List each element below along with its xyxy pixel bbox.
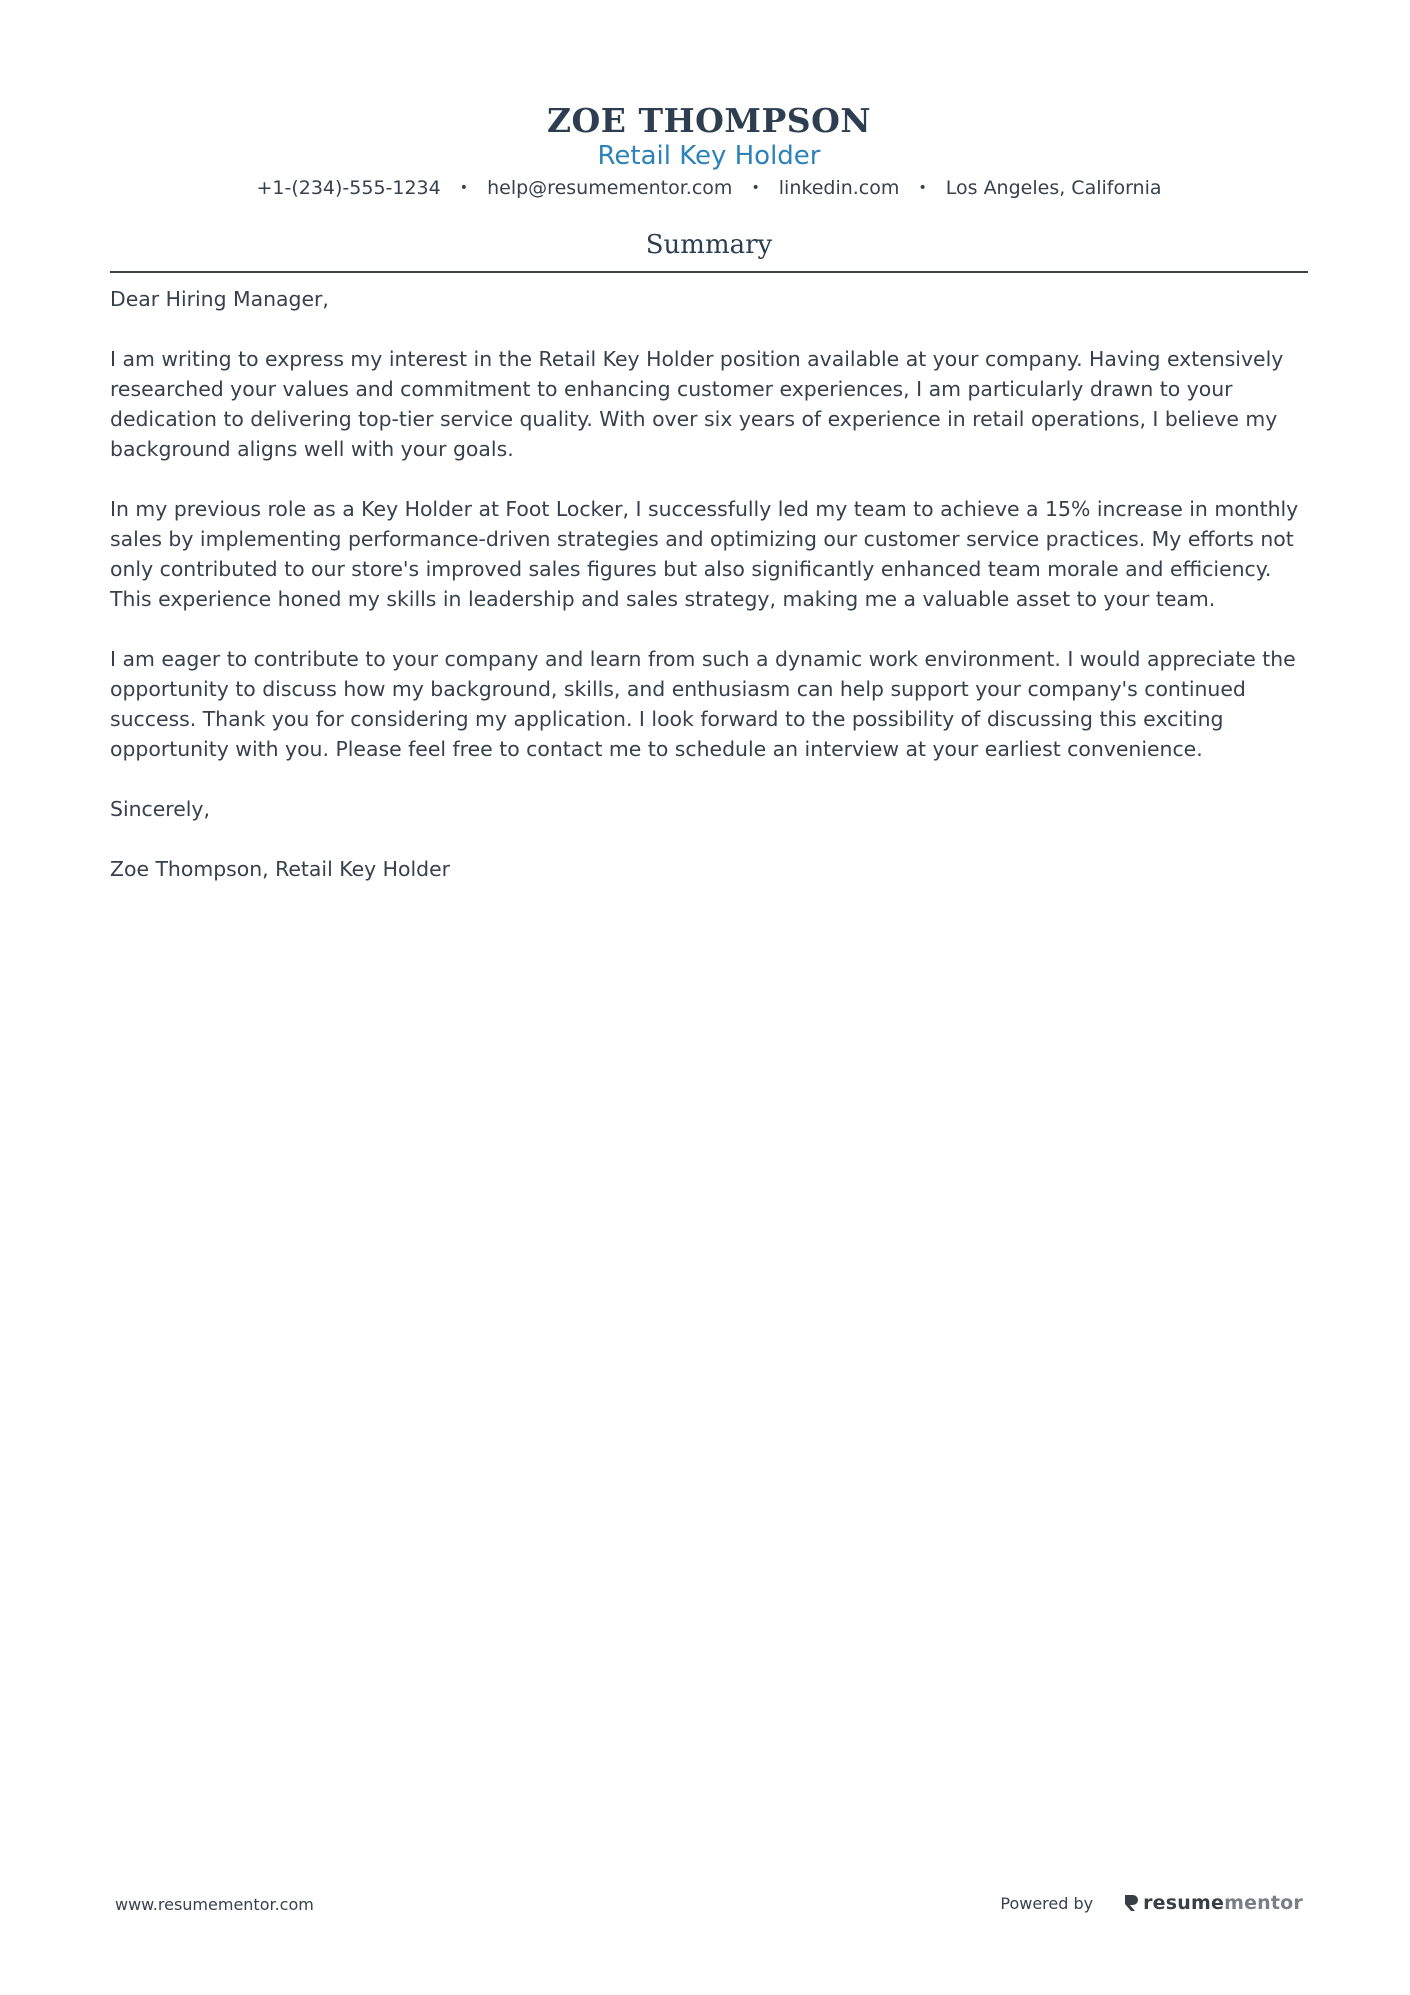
signature: Zoe Thompson, Retail Key Holder: [110, 857, 451, 881]
powered-by-label: Powered by: [1000, 1893, 1094, 1913]
paragraph: I am eager to contribute to your company and learn from such a dynamic work environment. I would appreciate the opportunity to discuss how my background, skills, and enthusiasm can help support your company's continued success. Thank you for considering my application. I look forward to the possibility of discussing this exciting opportunity with you. Please feel free to contact me to schedule an interview at your earliest convenience.: [110, 647, 1296, 761]
location: Los Angeles, California: [945, 177, 1162, 199]
letter-body: [110, 284, 1308, 914]
section-title: Summary: [645, 230, 773, 260]
footer-website: www.resumementor.com: [115, 1895, 314, 1914]
footer-branding: [1000, 1891, 1303, 1915]
header: [110, 100, 1308, 201]
paragraph: In my previous role as a Key Holder at Foot Locker, I successfully led my team to achieve a 15% increase in monthly sales by implementing performance-driven strategies and optimizing our customer service practices. My efforts not only contributed to our store's improved sales figures but also significantly enhanced team morale and efficiency. This experience honed my skills in leadership and sales strategy, making me a valuable asset to your team.: [110, 497, 1299, 611]
candidate-name: ZOE THOMPSON: [546, 101, 872, 140]
section-divider: [110, 271, 1308, 273]
contact-line: [110, 175, 1308, 201]
paragraph: I am writing to express my interest in the Retail Key Holder position available at your company. Having extensively researched your values and commitment to enhancing customer experiences, I am particularly drawn to your dedication to delivering top-tier service quality. With over six years of experience in retail operations, I believe my background aligns well with your goals.: [110, 347, 1284, 461]
brand-name-part1: resume: [1143, 1892, 1225, 1914]
brand-logo: [1123, 1892, 1303, 1914]
email: help@resumementor.com: [487, 177, 733, 199]
resumementor-logo-icon: [1123, 1893, 1139, 1913]
closing: Sincerely,: [110, 797, 210, 821]
phone: +1-(234)-555-1234: [256, 177, 441, 199]
job-title: Retail Key Holder: [597, 141, 821, 171]
brand-name-part2: mentor: [1224, 1892, 1303, 1914]
separator-dot: •: [918, 180, 927, 196]
salutation: Dear Hiring Manager,: [110, 287, 329, 311]
separator-dot: •: [751, 180, 760, 196]
linkedin: linkedin.com: [778, 177, 900, 199]
separator-dot: •: [459, 180, 469, 196]
